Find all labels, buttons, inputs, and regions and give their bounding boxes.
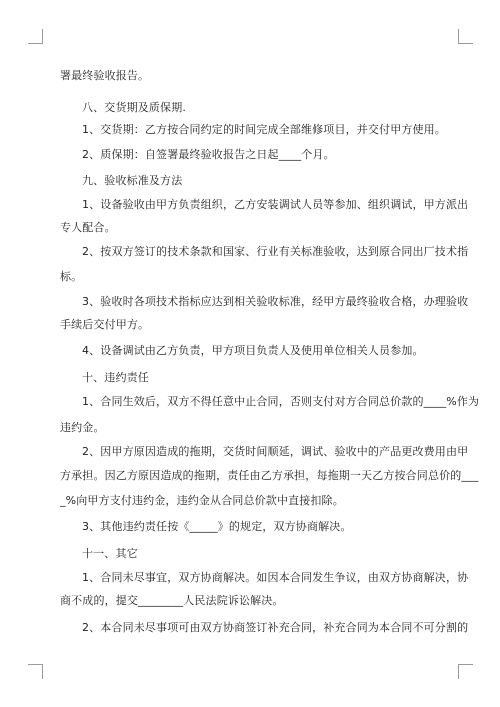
text-line: 2、按双方签订的技术条款和国家、行业有关标准验收，达到原合同出厂技术指 [82,245,469,258]
text-line: 2、质保期：自签署最终验收报告之日起____个月。 [82,148,335,161]
text-line: 3、验收时各项技术指标应达到相关验收标准，经甲方最终验收合格，办理验收 [82,295,469,308]
text-line: 手续后交付甲方。 [60,318,150,331]
section-heading-11: 十一、其它 [82,547,138,560]
crop-mark-bottom-right [458,664,473,679]
crop-mark-bottom-left [28,664,43,679]
text-line: 1、合同生效后，双方不得任意中止合同，否则支付对方合同总价款的____%作为 [82,395,480,408]
text-line: 专人配合。 [60,221,116,234]
text-line: 标。 [60,270,83,283]
crop-mark-top-left [28,29,43,44]
text-line: 4、设备调试由乙方负责，甲方项目负责人及使用单位相关人员参加。 [82,344,424,357]
text-line: 商不成的，提交________人民法院诉讼解决。 [60,594,284,607]
text-line: 1、合同未尽事宜，双方协商解决。如因本合同发生争议，由双方协商解决，协 [82,571,469,584]
text-line: 署最终验收报告。 [60,69,150,82]
text-line: 1、设备验收由甲方负责组织，乙方安装调试人员等参加、组织调试，甲方派出 [82,198,469,211]
text-line: 3、其他违约责任按《_____》的规定，双方协商解决。 [82,520,352,533]
section-heading-9: 九、验收标准及方法 [82,174,183,187]
text-line: 2、本合同未尽事项可由双方协商签订补充合同，补充合同为本合同不可分割的 [82,621,469,634]
crop-mark-top-right [458,29,473,44]
section-heading-10: 十、违约责任 [82,371,149,384]
text-line: 方承担。因乙方原因造成的拖期，责任由乙方承担，每拖期一天乙方按合同总价的___ [60,469,479,482]
text-line: 2、因甲方原因造成的拖期，交货时间顺延，调试、验收中的产品更改费用由甲 [82,445,469,458]
section-heading-8: 八、交货期及质保期. [82,101,186,114]
text-line: _%向甲方支付违约金，违约金从合同总价款中直接扣除。 [60,494,344,507]
text-line: 违约金。 [60,421,105,434]
text-line: 1、交货期：乙方按合同约定的时间完成全部维修项目，并交付甲方使用。 [82,123,446,136]
